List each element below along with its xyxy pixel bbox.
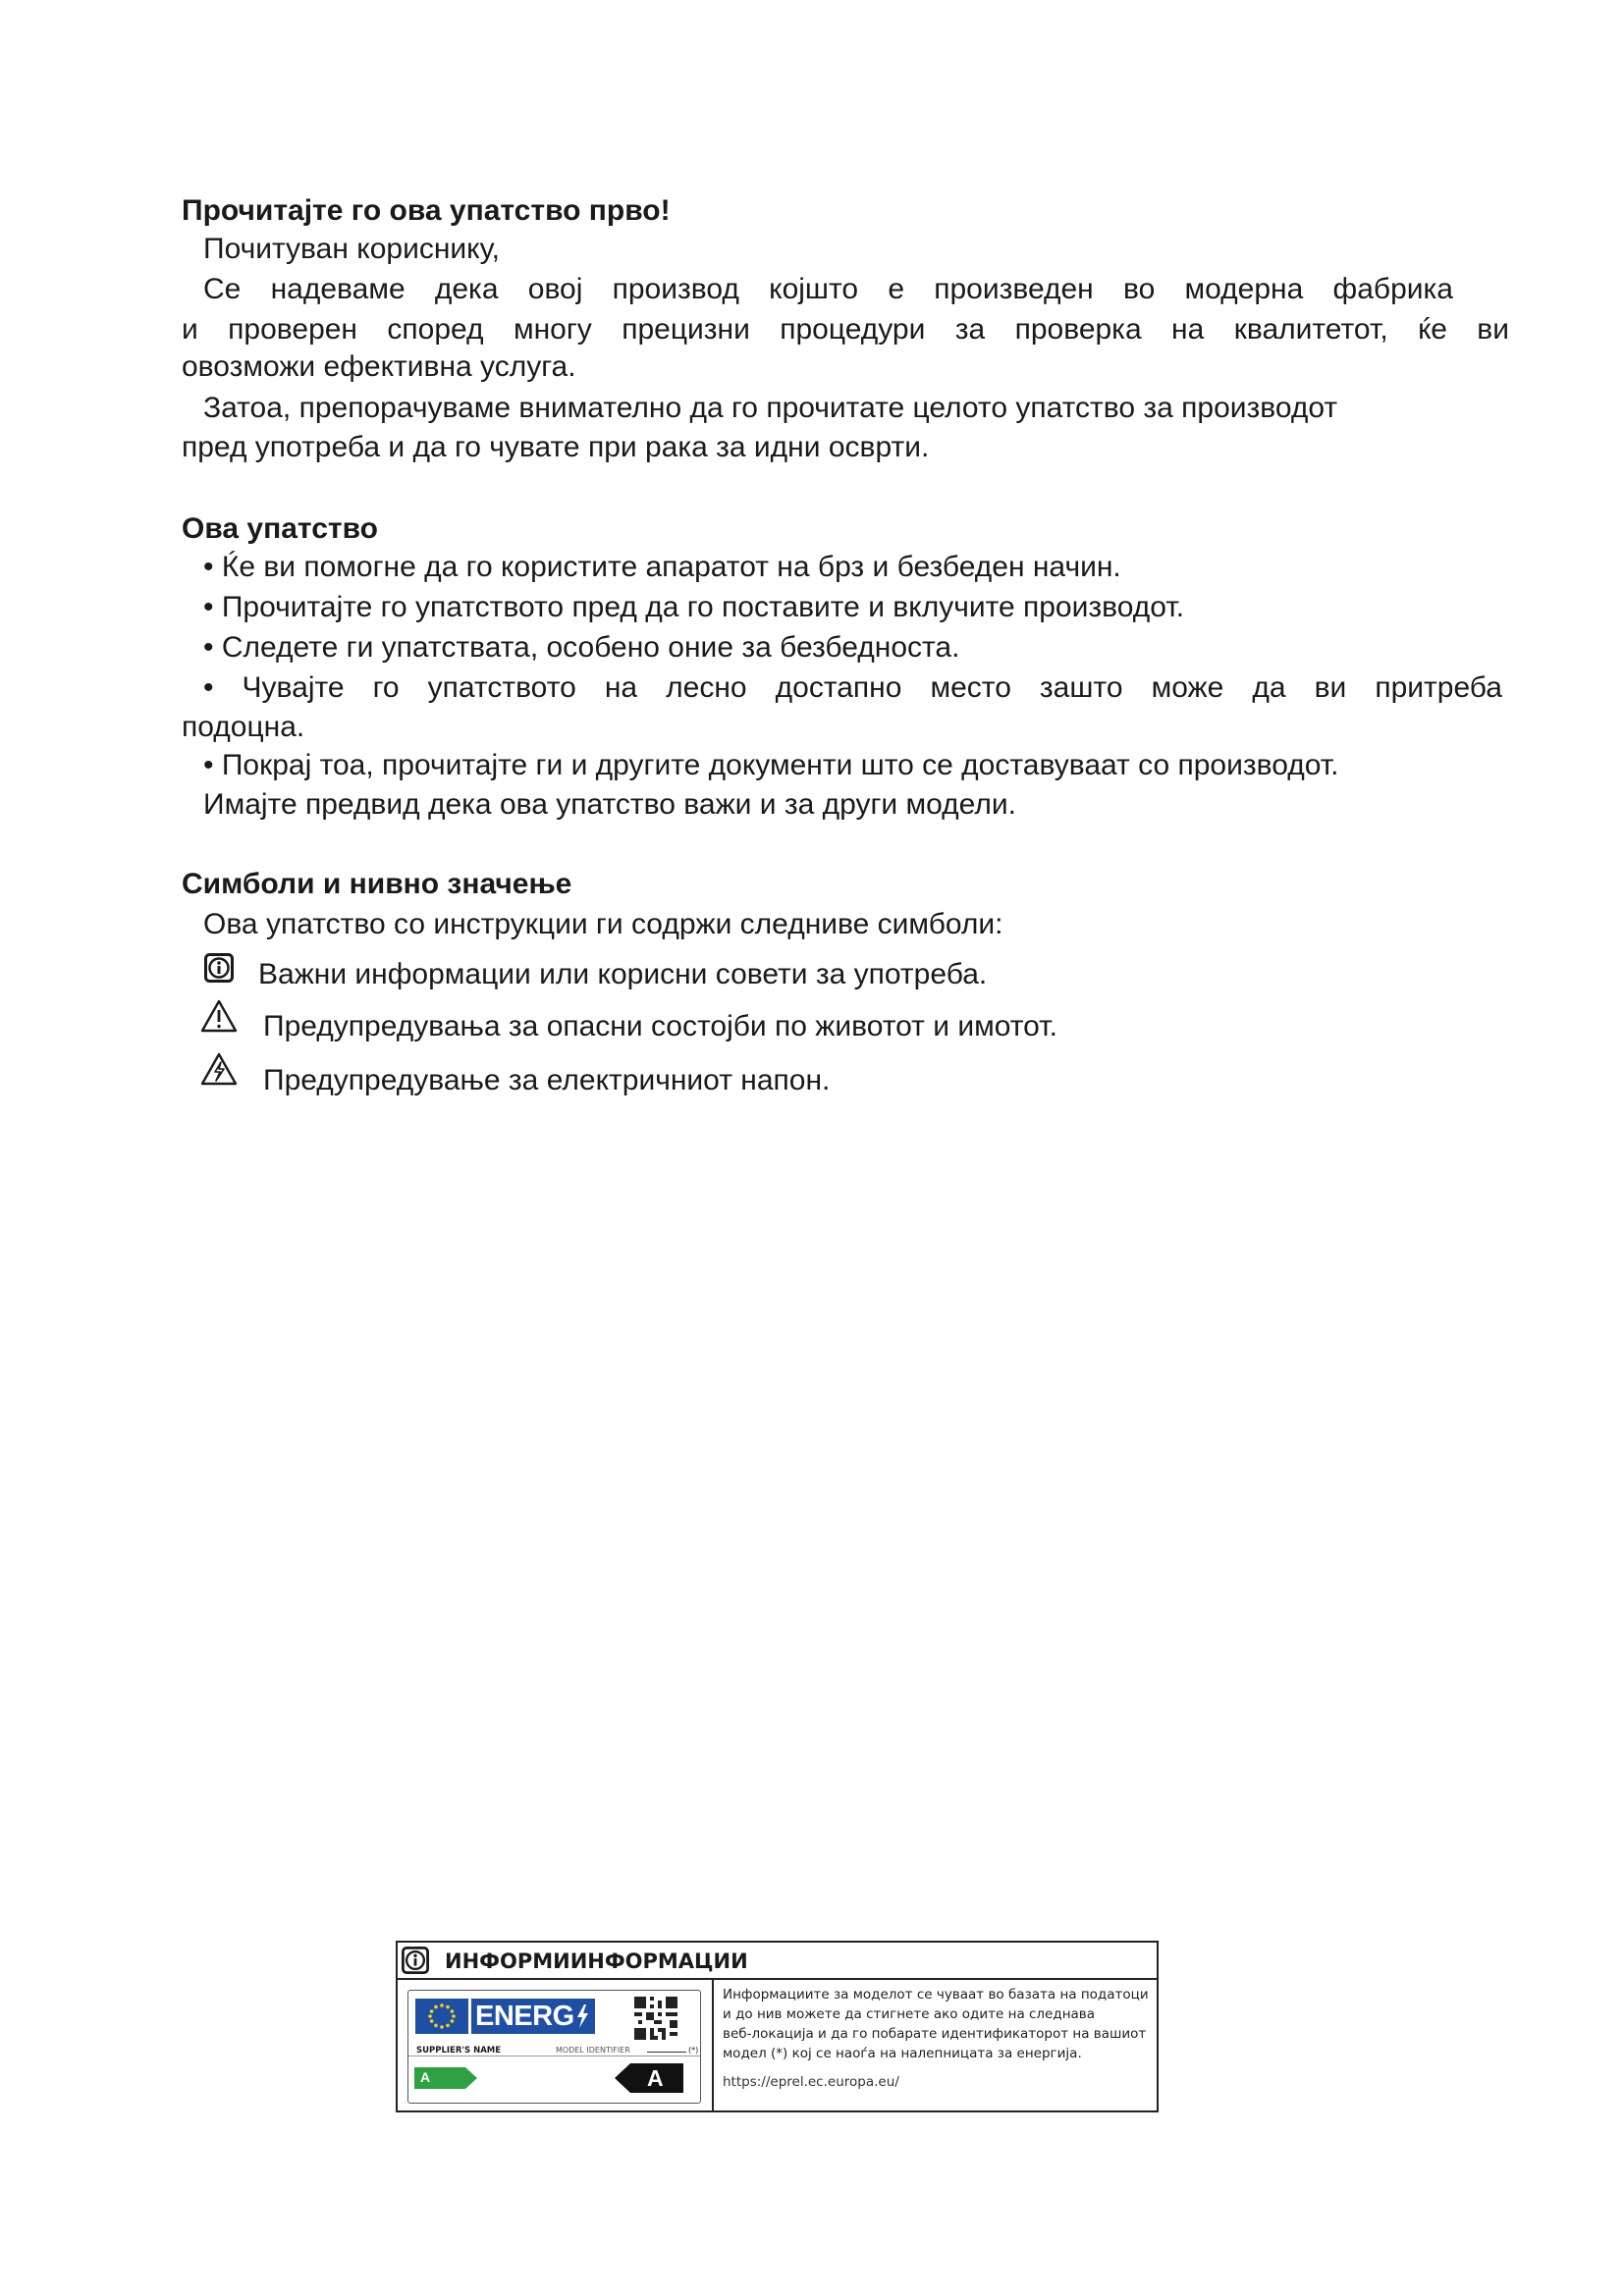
warning-icon bbox=[200, 999, 238, 1038]
energy-logo-band bbox=[471, 1999, 595, 2034]
manual-bullet: • Ќе ви помогне да го користите апаратот на брз и безбеден начин. bbox=[203, 551, 1121, 583]
energy-scale-class: A bbox=[420, 2069, 431, 2085]
symbol-warning-text: Предупредувања за опасни состојби по животот и имотот. bbox=[263, 1010, 1057, 1042]
energy-info-header bbox=[398, 1943, 1157, 1980]
box-vertical-divider bbox=[712, 1980, 714, 2112]
energy-info-title: ИНФОРМИИНФОРМАЦИИ bbox=[445, 1949, 748, 1973]
symbol-electric-text: Предупредување за електричниот напон. bbox=[263, 1064, 831, 1096]
eprel-link[interactable]: https://eprel.ec.europa.eu/ bbox=[723, 2074, 899, 2090]
electric-warning-icon bbox=[200, 1052, 238, 1091]
intro-paragraph-line: овозможи ефективна услуга. bbox=[182, 350, 576, 383]
eu-flag-icon bbox=[415, 1999, 468, 2039]
intro-greeting: Почитуван кориснику, bbox=[203, 233, 500, 265]
intro-heading: Прочитајте го ова упатство прво! bbox=[182, 194, 671, 227]
info-text-line: модел (*) кој се наоѓа на налепницата за енергија. bbox=[723, 2046, 1082, 2061]
lightning-icon bbox=[575, 2004, 589, 2028]
info-text-line: веб-локација и да го побарате идентификаторот на вашиот bbox=[723, 2026, 1147, 2042]
model-pointer-line bbox=[647, 2052, 686, 2053]
model-identifier-label: MODEL IDENTIFIER bbox=[556, 2046, 630, 2055]
intro-paragraph-line: Се надеваме дека овој производ којшто е произведен во модерна фабрика bbox=[203, 273, 1453, 305]
info-icon bbox=[402, 1947, 429, 1979]
energy-logo-text: ENERG bbox=[475, 2001, 574, 2032]
info-icon bbox=[204, 953, 234, 988]
manual-bullet: • Прочитајте го упатството пред да го поставите и вклучите производот. bbox=[203, 591, 1185, 623]
energy-class-letter: A bbox=[647, 2065, 664, 2091]
energy-scale-arrow bbox=[414, 2067, 477, 2094]
info-text-line: и до нив можете да стигнете ако одите на следнава bbox=[723, 2006, 1096, 2022]
energy-class-indicator bbox=[615, 2063, 683, 2098]
energy-info-box bbox=[396, 1941, 1159, 2112]
manual-bullet: • Следете ги упатствата, особено оние за безбедноста. bbox=[203, 631, 960, 664]
symbols-heading: Симболи и нивно значење bbox=[182, 868, 572, 900]
manual-note: Имајте предвид дека ова упатство важи и за други модели. bbox=[203, 788, 1016, 821]
supplier-name-label: SUPPLIER'S NAME bbox=[416, 2046, 502, 2056]
intro-paragraph-line: и проверен според многу прецизни процедури за проверка на квалитетот, ќе ви bbox=[182, 313, 1509, 346]
manual-bullet: • Чувајте го упатството на лесно достапно место зашто може да ви притреба bbox=[203, 671, 1502, 704]
manual-bullet-continuation: подоцна. bbox=[182, 711, 305, 743]
intro-paragraph-line: Затоа, препорачуваме внимателно да го прочитате целото упатство за производот bbox=[203, 392, 1338, 424]
symbol-info-text: Важни информации или корисни совети за употреба. bbox=[258, 958, 988, 990]
symbols-intro: Ова упатство со инструкции ги содржи следниве симболи: bbox=[203, 908, 1003, 940]
manual-bullet: • Покрај тоа, прочитајте ги и другите документи што се доставуваат со производот. bbox=[203, 749, 1339, 781]
qr-code-icon bbox=[634, 1997, 677, 2045]
info-text-line: Информациите за моделот се чуваат во базата на податоци bbox=[723, 1987, 1149, 2002]
energy-label-thumbnail bbox=[407, 1990, 701, 2104]
intro-paragraph-line: пред употреба и да го чувате при рака за идни осврти. bbox=[182, 431, 930, 463]
manual-heading: Ова упатство bbox=[182, 512, 378, 545]
model-asterisk: (*) bbox=[688, 2046, 699, 2055]
